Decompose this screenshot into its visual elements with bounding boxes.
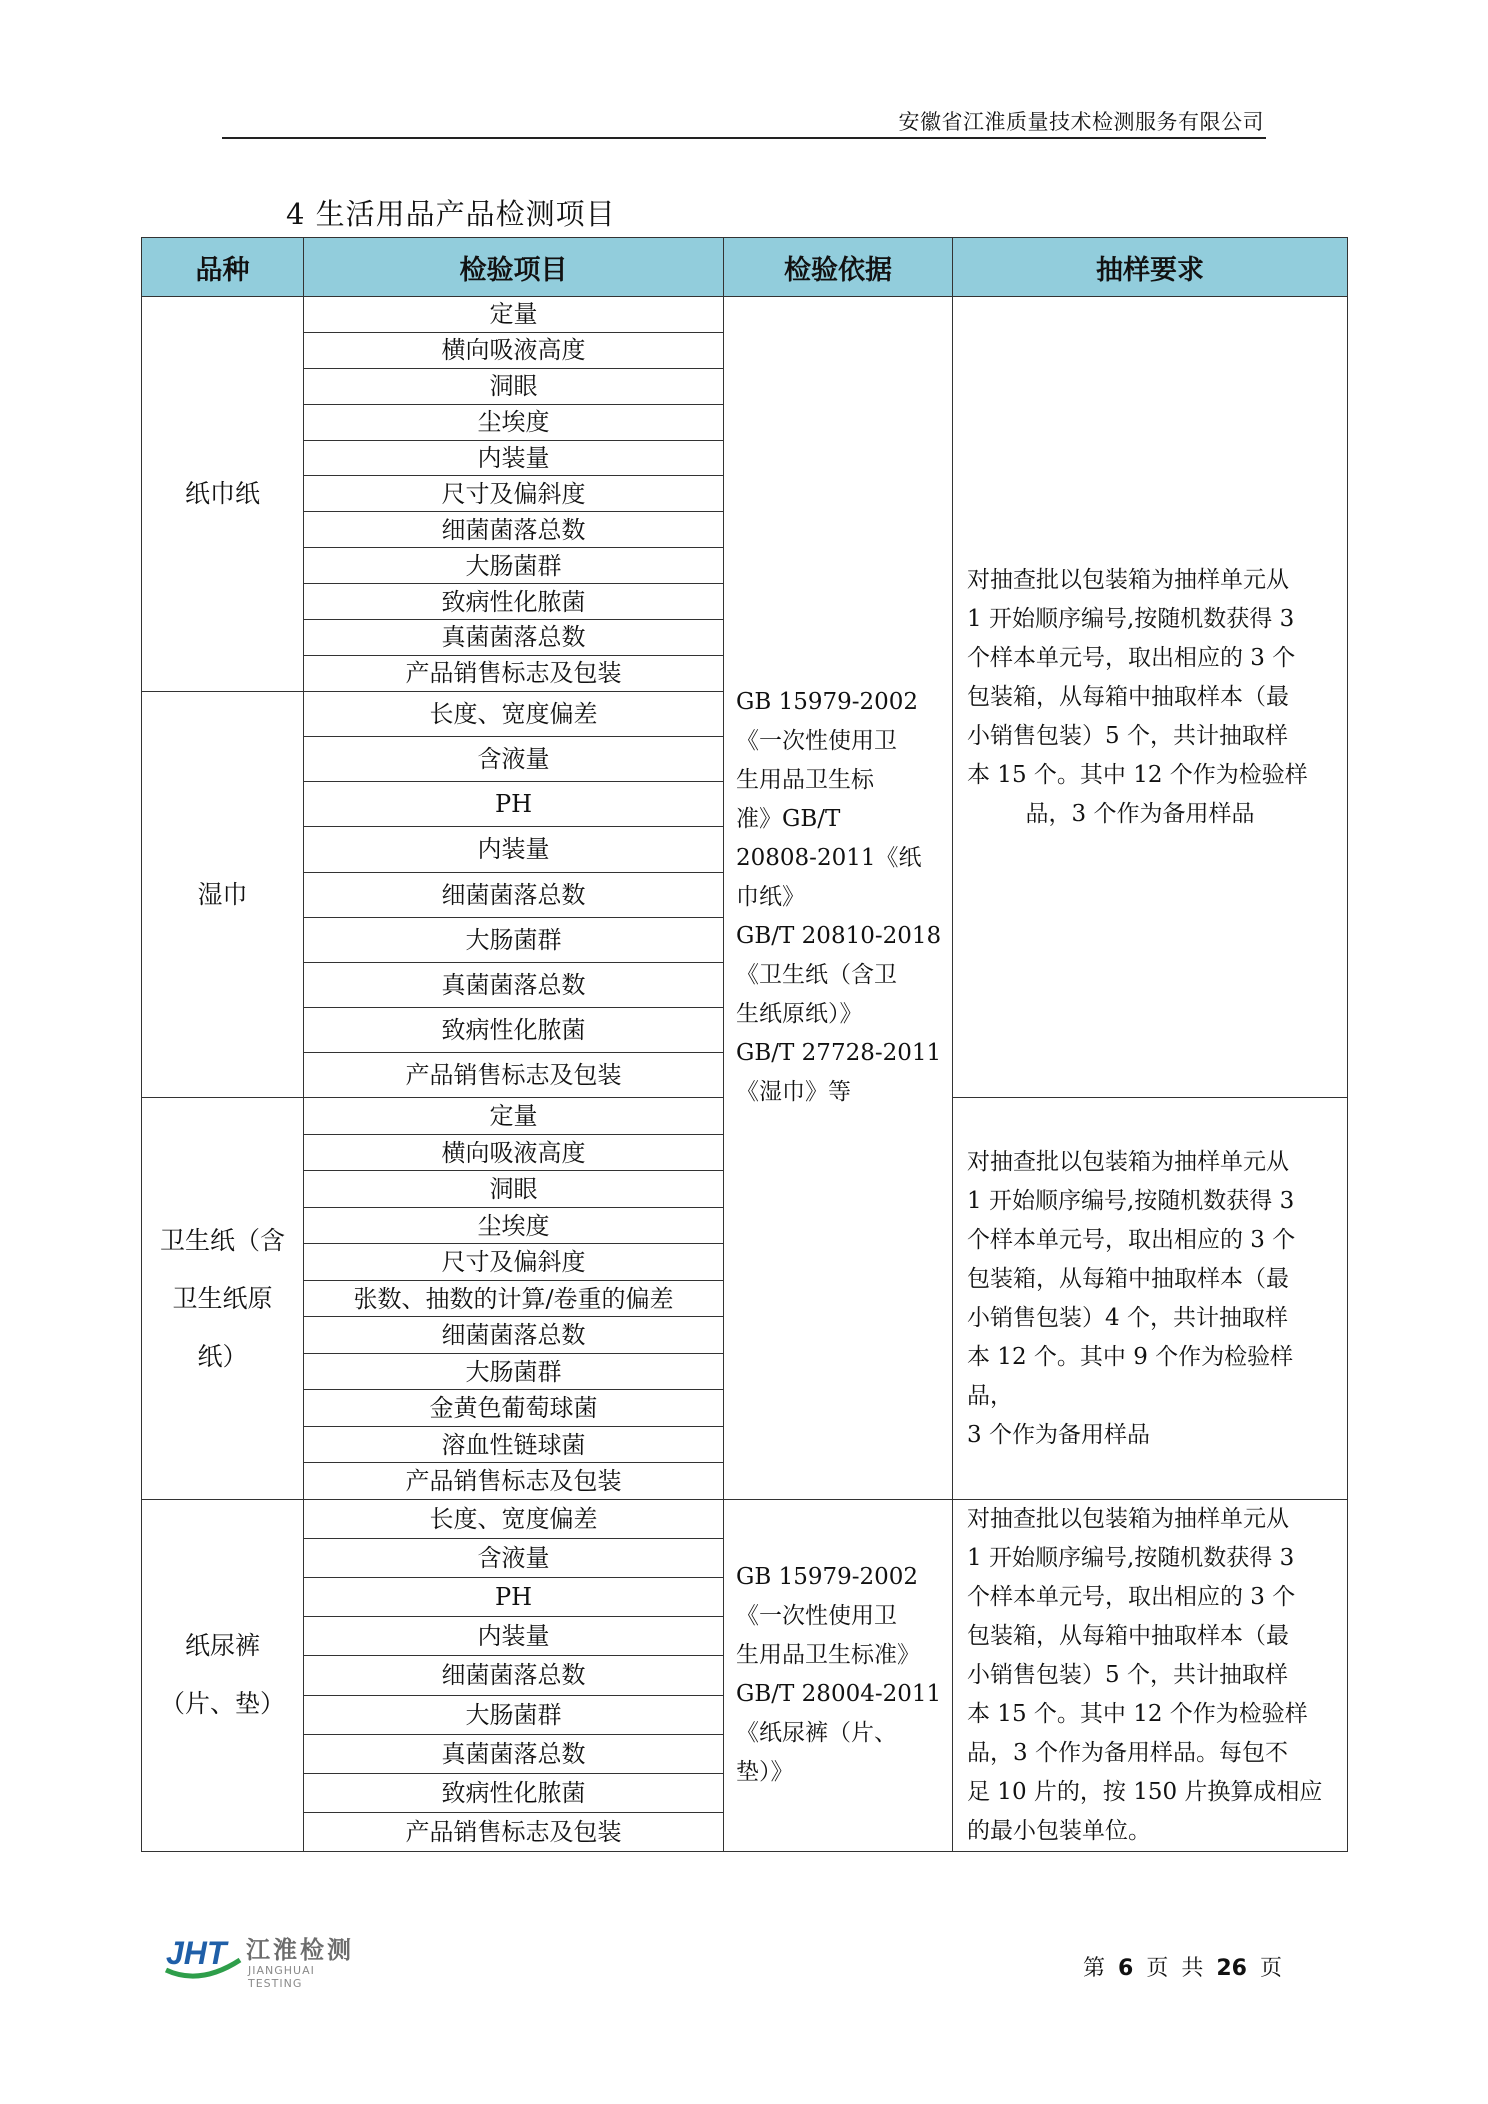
inspection-item: 致病性化脓菌 [304, 1008, 724, 1053]
inspection-item: 细菌菌落总数 [304, 1317, 724, 1354]
inspection-item: 产品销售标志及包装 [304, 655, 724, 691]
logo-english: JIANGHUAI TESTING [248, 1964, 315, 1990]
inspection-item: 尺寸及偏斜度 [304, 476, 724, 512]
page-suffix: 页 [1259, 1956, 1282, 1981]
inspection-item: 产品销售标志及包装 [304, 1463, 724, 1500]
inspection-item: 内装量 [304, 827, 724, 872]
category-cell: 纸巾纸 [142, 297, 304, 692]
table-body [142, 297, 1348, 1852]
inspection-item: 细菌菌落总数 [304, 872, 724, 917]
page-number [1083, 1951, 1282, 1982]
header-category: 品种 [142, 238, 304, 297]
inspection-item: PH [304, 1578, 724, 1617]
inspection-item: 长度、宽度偏差 [304, 1499, 724, 1538]
logo-mark-icon [160, 1930, 244, 1980]
inspection-item: 致病性化脓菌 [304, 584, 724, 620]
inspection-item: 尘埃度 [304, 1207, 724, 1244]
inspection-item: 尘埃度 [304, 404, 724, 440]
inspection-item: 定量 [304, 1098, 724, 1135]
inspection-item: 细菌菌落总数 [304, 1656, 724, 1695]
inspection-item: 真菌菌落总数 [304, 1734, 724, 1773]
basis-cell: GB 15979-2002 《一次性使用卫 生用品卫生标准》 GB/T 28004-2011 《纸尿裤（片、 垫）》 [724, 1499, 953, 1851]
sampling-cell: 对抽查批以包装箱为抽样单元从 1 开始顺序编号,按随机数获得 3 个样本单元号，取出相应的 3 个 包装箱，从每箱中抽取样本（最 小销售包装）5 个，共计抽取样 本 15 个。其中 12 个作为检验样 品，3 个作为备用样品。每包不 足 10 片的，按 150 片换算成相应 的最小包装单位。 [953, 1499, 1348, 1851]
inspection-item: 大肠菌群 [304, 548, 724, 584]
table-row [142, 1499, 1348, 1538]
inspection-item: 大肠菌群 [304, 1353, 724, 1390]
inspection-item: 洞眼 [304, 1171, 724, 1208]
page-current: 6 [1118, 1956, 1134, 1981]
page-total: 26 [1216, 1956, 1247, 1981]
category-cell: 湿巾 [142, 691, 304, 1098]
inspection-item: 洞眼 [304, 368, 724, 404]
inspection-item: 真菌菌落总数 [304, 962, 724, 1007]
page-prefix: 第 [1083, 1956, 1106, 1981]
logo-mark-text: JHT [166, 1935, 227, 1971]
page-mid: 页 共 [1146, 1956, 1204, 1981]
category-cell: 纸尿裤 （片、垫） [142, 1499, 304, 1851]
inspection-item: 长度、宽度偏差 [304, 691, 724, 736]
header-item: 检验项目 [304, 238, 724, 297]
inspection-item: 含液量 [304, 736, 724, 781]
inspection-item: 横向吸液高度 [304, 1134, 724, 1171]
sampling-cell: 对抽查批以包装箱为抽样单元从 1 开始顺序编号,按随机数获得 3 个样本单元号，取出相应的 3 个 包装箱，从每箱中抽取样本（最 小销售包装）5 个，共计抽取样 本 15 个。其中 12 个作为检验样 品，3 个作为备用样品 [953, 297, 1348, 1098]
inspection-item: 真菌菌落总数 [304, 620, 724, 656]
header-rule [222, 137, 1266, 139]
inspection-item: 溶血性链球菌 [304, 1426, 724, 1463]
inspection-item: 致病性化脓菌 [304, 1773, 724, 1812]
logo-chinese: 江淮检测 [246, 1936, 354, 1964]
header-sampling: 抽样要求 [953, 238, 1348, 297]
inspection-item: PH [304, 782, 724, 827]
inspection-item: 张数、抽数的计算/卷重的偏差 [304, 1280, 724, 1317]
inspection-item: 含液量 [304, 1539, 724, 1578]
header-company: 安徽省江淮质量技术检测服务有限公司 [898, 110, 1264, 134]
table-row [142, 297, 1348, 333]
table-header-row [142, 238, 1348, 297]
inspection-item: 内装量 [304, 1617, 724, 1656]
inspection-item: 大肠菌群 [304, 1695, 724, 1734]
category-cell: 卫生纸（含 卫生纸原 纸） [142, 1098, 304, 1500]
inspection-item: 横向吸液高度 [304, 332, 724, 368]
inspection-item: 细菌菌落总数 [304, 512, 724, 548]
inspection-item: 大肠菌群 [304, 917, 724, 962]
inspection-item: 内装量 [304, 440, 724, 476]
inspection-item: 尺寸及偏斜度 [304, 1244, 724, 1281]
inspection-item: 金黄色葡萄球菌 [304, 1390, 724, 1427]
inspection-item: 产品销售标志及包装 [304, 1053, 724, 1098]
inspection-item: 定量 [304, 297, 724, 333]
section-title: 4 生活用品产品检测项目 [286, 197, 616, 231]
inspection-table [141, 237, 1348, 1852]
header-basis: 检验依据 [724, 238, 953, 297]
basis-cell: GB 15979-2002 《一次性使用卫 生用品卫生标 准》GB/T 20808-2011《纸 巾纸》 GB/T 20810-2018 《卫生纸（含卫 生纸原纸）》 GB/T 27728-2011 《湿巾》等 [724, 297, 953, 1500]
sampling-cell: 对抽查批以包装箱为抽样单元从 1 开始顺序编号,按随机数获得 3 个样本单元号，取出相应的 3 个 包装箱，从每箱中抽取样本（最 小销售包装）4 个，共计抽取样 本 12 个。其中 9 个作为检验样品， 3 个作为备用样品 [953, 1098, 1348, 1500]
company-logo [160, 1926, 364, 1990]
inspection-item: 产品销售标志及包装 [304, 1812, 724, 1851]
